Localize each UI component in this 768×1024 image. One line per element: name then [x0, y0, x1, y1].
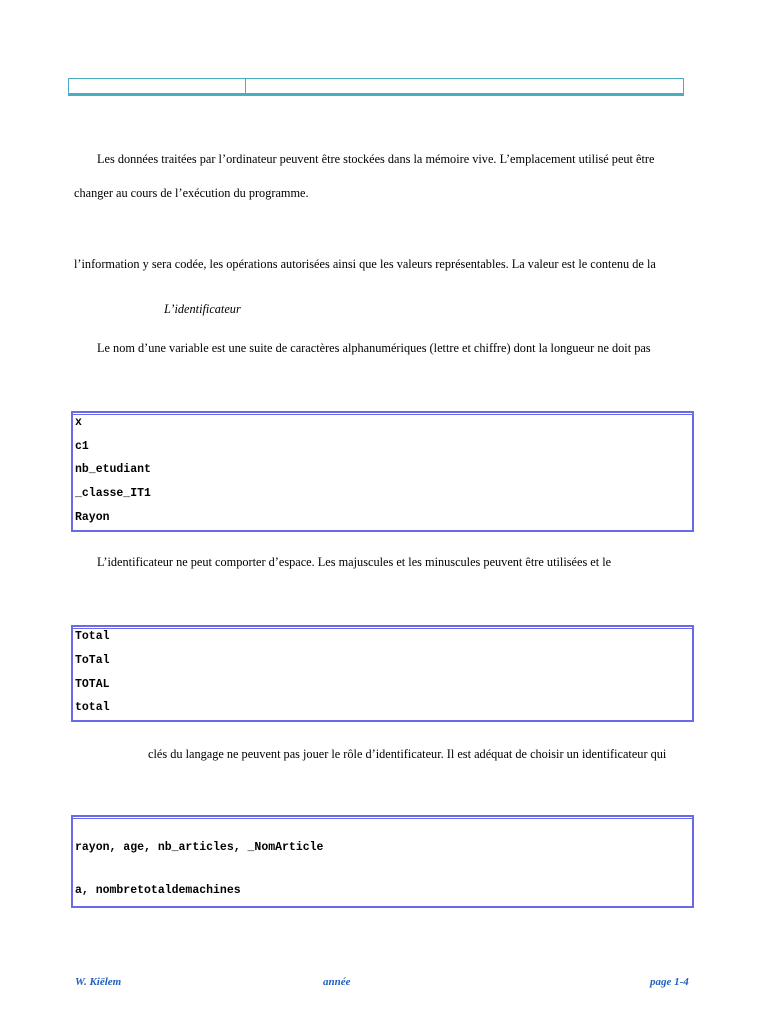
code-block-naming	[71, 815, 694, 908]
code-line: a, nombretotaldemachines	[75, 884, 241, 897]
code-line: x	[75, 416, 82, 429]
paragraph-line: l’information y sera codée, les opérations autorisées ainsi que les valeurs représentables. La valeur est le contenu de la	[74, 257, 656, 271]
footer-page-number: page 1-4	[650, 976, 689, 988]
paragraph-line: changer au cours de l’exécution du programme.	[74, 186, 309, 200]
code-line: Rayon	[75, 511, 110, 524]
code-block-examples	[71, 411, 694, 532]
code-line: _classe_IT1	[75, 487, 151, 500]
header-cell-left	[69, 79, 246, 93]
footer-center: année	[323, 976, 351, 988]
code-line: Total	[75, 630, 110, 643]
code-line: total	[75, 701, 110, 714]
header-table	[68, 78, 684, 96]
paragraph-line: clés du langage ne peuvent pas jouer le rôle d’identificateur. Il est adéquat de choisir un identificateur qui	[148, 747, 667, 761]
paragraph-line: Les données traitées par l’ordinateur peuvent être stockées dans la mémoire vive. L’emplacement utilisé peut être	[97, 152, 655, 166]
code-line: c1	[75, 440, 89, 453]
section-heading: L’identificateur	[164, 302, 241, 316]
code-line: ToTal	[75, 654, 110, 667]
footer-author: W. Kiëlem	[75, 976, 122, 988]
paragraph-line: Le nom d’une variable est une suite de caractères alphanumériques (lettre et chiffre) dont la longueur ne doit pas	[97, 341, 651, 355]
code-line: nb_etudiant	[75, 463, 151, 476]
code-line: rayon, age, nb_articles, _NomArticle	[75, 841, 324, 854]
code-line: TOTAL	[75, 678, 110, 691]
paragraph-line: L’identificateur ne peut comporter d’espace. Les majuscules et les minuscules peuvent être utilisées et le	[97, 555, 612, 569]
header-cell-right	[246, 79, 683, 93]
code-block-case	[71, 625, 694, 722]
